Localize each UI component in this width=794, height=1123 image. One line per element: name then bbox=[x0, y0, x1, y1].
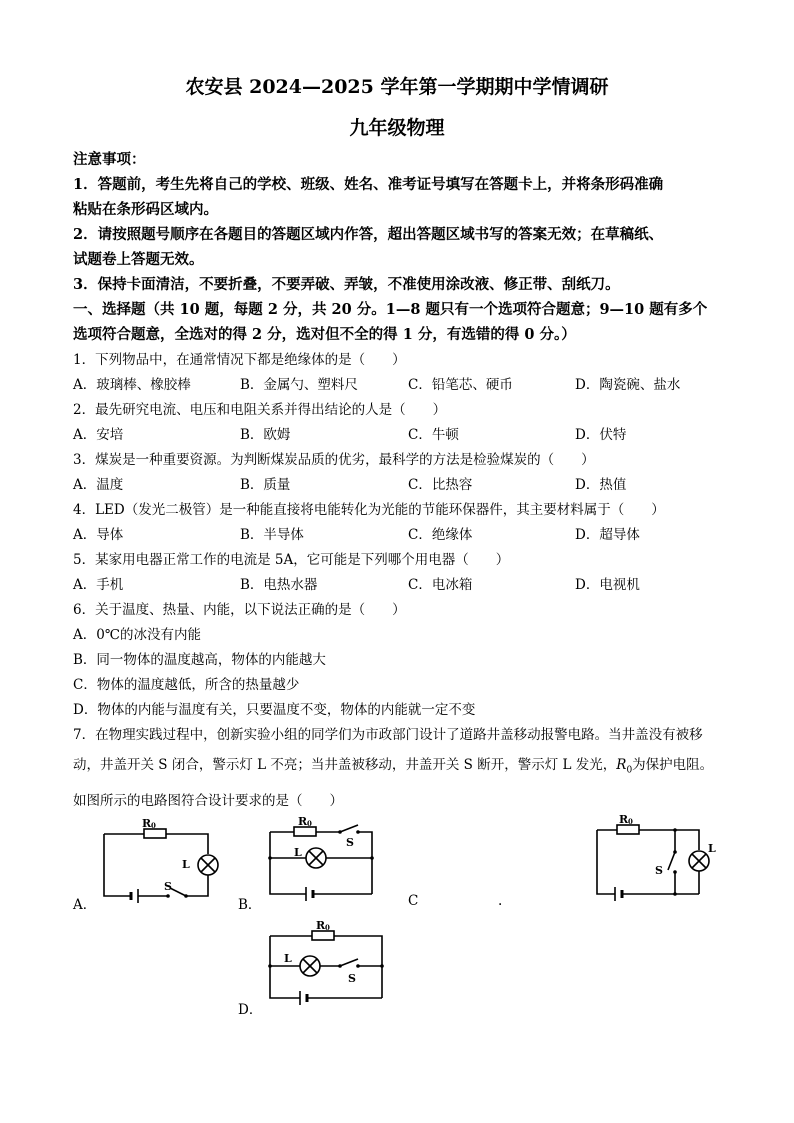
option-d-label[interactable]: D． bbox=[238, 1002, 263, 1018]
question-5-stem: 5．某家用电器正常工作的电流是 5A，它可能是下列哪个用电器（ ） bbox=[73, 552, 510, 568]
switch-icon bbox=[340, 959, 358, 966]
lamp-label: L bbox=[708, 842, 716, 855]
question-2-option-c[interactable]: C．牛顿 bbox=[408, 427, 459, 443]
resistor-sub: 0 bbox=[325, 923, 330, 932]
question-1-option-c[interactable]: C．铅笔芯、硬币 bbox=[408, 377, 513, 393]
resistor-label: R bbox=[142, 818, 152, 830]
question-1-option-d[interactable]: D．陶瓷碗、盐水 bbox=[575, 377, 681, 393]
question-5-option-c[interactable]: C．电冰箱 bbox=[408, 577, 473, 593]
question-7-stem-end: 为保护电阻。 bbox=[632, 757, 714, 773]
question-3-stem: 3．煤炭是一种重要资源。为判断煤炭品质的优劣，最科学的方法是检验煤炭的（ ） bbox=[73, 452, 595, 468]
question-4-option-d[interactable]: D．超导体 bbox=[575, 527, 640, 543]
switch-label: S bbox=[164, 880, 172, 893]
question-5-option-b[interactable]: B．电热水器 bbox=[240, 577, 318, 593]
question-6-option-d[interactable]: D．物体的内能与温度有关，只要温度不变，物体的内能就一定不变 bbox=[73, 702, 476, 718]
question-6-option-a[interactable]: A．0℃的冰没有内能 bbox=[73, 627, 201, 643]
resistor-label: R bbox=[316, 919, 326, 932]
circuit-diagram-d bbox=[264, 918, 390, 1006]
question-4-option-c[interactable]: C．绝缘体 bbox=[408, 527, 473, 543]
circuit-diagram-b bbox=[264, 816, 380, 902]
resistor-label: R bbox=[619, 814, 629, 826]
question-3-option-d[interactable]: D．热值 bbox=[575, 477, 627, 493]
question-4-option-b[interactable]: B．半导体 bbox=[240, 527, 304, 543]
note-line: 粘贴在条形码区域内。 bbox=[73, 201, 218, 218]
question-2-option-a[interactable]: A．安培 bbox=[73, 427, 124, 443]
question-3-option-c[interactable]: C．比热容 bbox=[408, 477, 473, 493]
question-1-option-b[interactable]: B．金属勺、塑料尺 bbox=[240, 377, 358, 393]
option-c-dot: . bbox=[498, 893, 503, 909]
lamp-label: L bbox=[182, 858, 190, 871]
note-line: 试题卷上答题无效。 bbox=[73, 251, 204, 268]
resistor-icon bbox=[294, 827, 316, 836]
r0-symbol: R bbox=[616, 757, 627, 773]
note-line: 1．答题前，考生先将自己的学校、班级、姓名、准考证号填写在答题卡上，并将条形码准确 bbox=[73, 176, 664, 193]
question-2-option-d[interactable]: D．伏特 bbox=[575, 427, 627, 443]
circuit-diagram-a bbox=[98, 818, 224, 908]
page-subtitle: 九年级物理 bbox=[349, 117, 445, 139]
question-3-option-a[interactable]: A．温度 bbox=[73, 477, 124, 493]
resistor-sub: 0 bbox=[307, 819, 312, 828]
question-6-option-b[interactable]: B．同一物体的温度越高，物体的内能越大 bbox=[73, 652, 326, 668]
section-heading: 一、选择题（共 10 题，每题 2 分，共 20 分。1—8 题只有一个选项符合题意；9—10 题有多个 bbox=[73, 301, 708, 318]
lamp-label: L bbox=[294, 846, 302, 859]
question-4-option-a[interactable]: A．导体 bbox=[73, 527, 124, 543]
question-1-option-a[interactable]: A．玻璃棒、橡胶棒 bbox=[73, 377, 191, 393]
note-line: 3．保持卡面清洁，不要折叠，不要弄破、弄皱，不准使用涂改液、修正带、刮纸刀。 bbox=[73, 276, 620, 293]
page-title: 农安县 2024—2025 学年第一学期期中学情调研 bbox=[185, 76, 609, 98]
question-7-stem: 7．在物理实践过程中，创新实验小组的同学们为市政部门设计了道路井盖移动报警电路。当井盖没有被移 bbox=[73, 727, 703, 743]
switch-label: S bbox=[348, 972, 356, 985]
switch-label: S bbox=[346, 836, 354, 849]
question-6-stem: 6．关于温度、热量、内能，以下说法正确的是（ ） bbox=[73, 602, 406, 618]
circuit-diagram-c bbox=[591, 814, 721, 902]
resistor-sub: 0 bbox=[628, 817, 633, 826]
resistor-icon bbox=[617, 825, 639, 834]
question-6-option-c[interactable]: C．物体的温度越低，所含的热量越少 bbox=[73, 677, 300, 693]
question-2-option-b[interactable]: B．欧姆 bbox=[240, 427, 291, 443]
notes-heading: 注意事项： bbox=[73, 151, 146, 168]
option-b-label[interactable]: B． bbox=[238, 897, 262, 913]
question-7-prompt: 如图所示的电路图符合设计要求的是（ ） bbox=[73, 793, 343, 809]
question-7-stem-cont bbox=[73, 753, 713, 776]
option-a-label[interactable]: A． bbox=[73, 897, 97, 913]
lamp-label: L bbox=[284, 952, 292, 965]
question-2-stem: 2．最先研究电流、电压和电阻关系并得出结论的人是（ ） bbox=[73, 402, 447, 418]
note-line: 2．请按照题号顺序在各题目的答题区域内作答，超出答题区域书写的答案无效；在草稿纸、 bbox=[73, 226, 664, 243]
question-5-option-d[interactable]: D．电视机 bbox=[575, 577, 640, 593]
resistor-label: R bbox=[298, 816, 308, 828]
option-c-label[interactable]: C bbox=[408, 893, 419, 909]
switch-icon bbox=[668, 852, 675, 870]
question-1-stem: 1．下列物品中，在通常情况下都是绝缘体的是（ ） bbox=[73, 352, 406, 368]
question-4-stem: 4．LED（发光二极管）是一种能直接将电能转化为光能的节能环保器件，其主要材料属于（ ） bbox=[73, 502, 665, 518]
resistor-icon bbox=[144, 829, 166, 838]
question-3-option-b[interactable]: B．质量 bbox=[240, 477, 291, 493]
section-heading-cont: 选项符合题意，全选对的得 2 分，选对但不全的得 1 分，有选错的得 0 分。） bbox=[73, 326, 576, 343]
switch-icon bbox=[340, 825, 358, 832]
resistor-icon bbox=[312, 931, 334, 940]
switch-label: S bbox=[655, 864, 663, 877]
question-5-option-a[interactable]: A．手机 bbox=[73, 577, 124, 593]
r0-subscript: 0 bbox=[626, 765, 633, 776]
switch-icon bbox=[170, 888, 186, 896]
resistor-sub: 0 bbox=[151, 821, 156, 830]
question-7-stem-text: 动，井盖开关 S 闭合，警示灯 L 不亮；当井盖被移动，井盖开关 S 断开，警示灯 L 发光， bbox=[73, 757, 617, 773]
